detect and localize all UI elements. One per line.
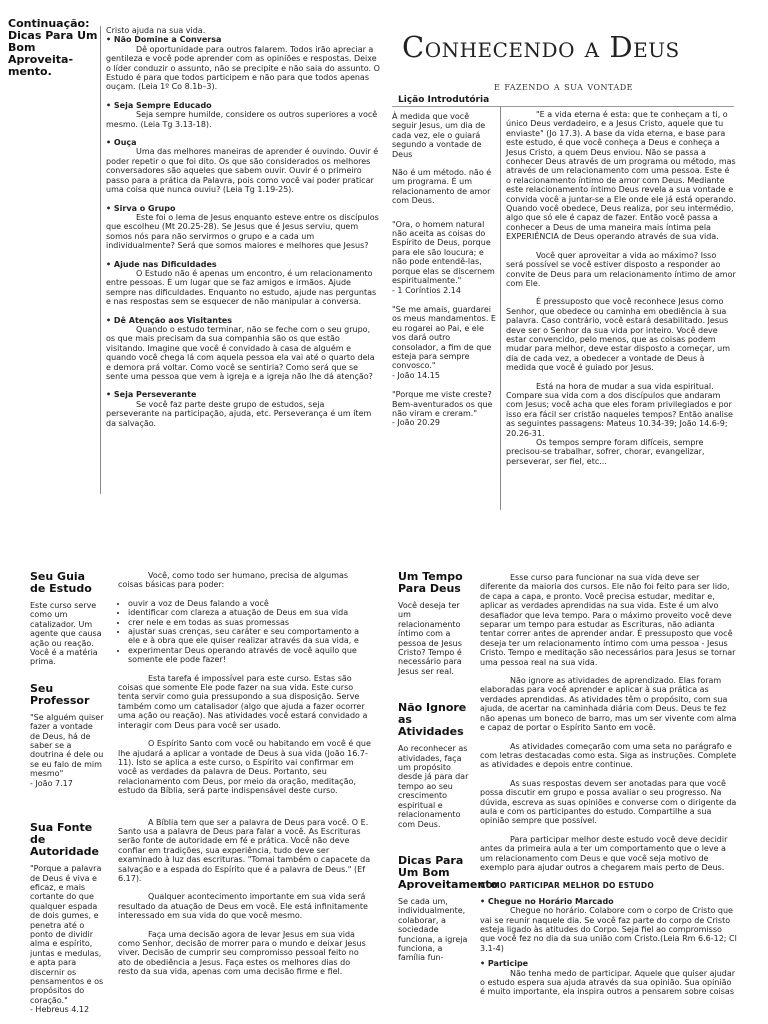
tips-column (106, 26, 380, 437)
teacher-title: Seu Professor (30, 681, 90, 707)
tip-text: Quando o estudo terminar, não se feche com o seu grupo, os que mais precisam da sua companhia são os que estão visitando. Imagine que você é convidado à casa de alguém e quando você chega lá com aquela pessoa ela vai até o quarto dela e demora prá voltar. Como você se sentiria? Como será que se sente uma pessoa que vem à igreja e a igreja não lhe dá atenção? (106, 324, 375, 381)
time-text: Você deseja ter um relacionamento íntimo com a pessoa de Jesus Cristo? Tempo é necessário para Jesus ser real. (398, 601, 462, 676)
quote-3-ref: - João 20.29 (392, 418, 440, 428)
tip-title: • Seja Perseverante (106, 390, 197, 400)
rule-lesson-right (500, 106, 734, 107)
intro-p5: Os tempos sempre foram difíceis, sempre precisou-se trabalhar, sofrer, chorar, evangelizar, perseverar, ser fiel, etc... (506, 438, 705, 466)
bible-paragraph: A Bíblia tem que ser a palavra de Deus para você. O E. Santo usa a palavra de Deus para falar a você. As Escrituras serão fonte de autoridade em fé e prática. Você não deve confiar em tradições, sua experiência, tudo deve ser examinado à luz das escrituras. "Tomai também o capacete da salvação e a espada do Espírito que é a palavra de Deus." (Ef 6.17). (118, 817, 371, 883)
tip-title: • Ouça (106, 138, 137, 148)
activities-title: Não Ignore as Atividades (398, 701, 467, 739)
page-title: Conhecendo a Deus (402, 30, 680, 64)
tip-0 (106, 35, 380, 91)
rule-lesson (392, 106, 502, 107)
bottom-left-main (118, 571, 372, 986)
quote-2: "Se me amais, guardarei os meus mandamentos. E eu rogarei ao Pai, e ele vos dará outro consolador, a fim de que esteja para sempre convosco." (392, 304, 496, 371)
authority-title: Sua Fonte de Autoridade (30, 821, 99, 859)
tip-4 (106, 260, 380, 307)
divider-top-right (500, 106, 501, 510)
teacher-quote: "Se alguém quiser fazer a vontade de Deus, há de saber se a doutrina é dele ou se eu falo de mim mesmo" (30, 712, 104, 779)
tips-intro: Cristo ajuda na sua vida. (106, 26, 206, 35)
activities-paragraph: Não ignore as atividades de aprendizado. Elas foram elaboradas para você aprender e aplicar à sua prática as verdades aprendidas. As atividades têm o propósito, com sua ajuda, de acertar na caminhada diária com Deus. Deus te fez não apenas um boneco de barro, mas um ser vivente com alma e capaz de portar o Espírito Santo em você. (480, 676, 737, 733)
tip-5 (106, 316, 380, 382)
page-subtitle: e fazendo a sua vontade (494, 80, 633, 93)
authority-quote: "Porque a palavra de Deus é viva e eficaz, e mais cortante do que qualquer espada de dois gumes, e penetra até o ponto de dividir alma e espírito, juntas e medulas, e apta para discernir os pensamentos e os propósitos do coração." (30, 864, 104, 1005)
intro-side-column (392, 112, 496, 437)
authority-ref: - Hebreus 4.12 (30, 1005, 90, 1015)
divider-top-left (100, 26, 101, 494)
list-item: • experimentar Deus operando através de você aquilo que somente ele pode fazer! (128, 646, 372, 665)
tip-title: • Sirva o Grupo (106, 203, 176, 213)
list-item: • ouvir a voz de Deus falando a você (128, 599, 372, 608)
intro-main-column (506, 110, 736, 475)
tip-title: • Não Domine a Conversa (106, 35, 222, 45)
tip-text: Uma das melhores maneiras de aprender é ouvindo. Ouvir é poder repetir o que foi dito. Os que são considerados os melhores conversadores são aqueles que sabem ouvir. Ouvir é o primeiro passo para a prática da Palavra, pois como você vai poder praticar uma coisa que nunca ouviu? (Leia Tg 1.19-25). (106, 147, 379, 195)
tips-side-text: Se cada um, individualmente, colaborar, a sociedade funciona, a igreja funciona, a família fun- (398, 896, 468, 963)
tip-2 (106, 138, 380, 194)
quote-1-ref: - 1 Coríntios 2.14 (392, 285, 461, 295)
needs-list (118, 599, 372, 665)
answers-paragraph: As suas respostas devem ser anotadas para que você possa discutir em grupo e possa avaliar o seu progresso. Na dúvida, escreva as suas opiniões e converse com o dirigente da aula e com os participantes do estudo. Compartilhe a sua opinião sempre que possível. (480, 778, 737, 826)
events-paragraph: Qualquer acontecimento importante em sua vida será resultado da atuação de Deus em você. Ele está infinitamente interessado em sua vida do que você mesmo. (118, 892, 368, 921)
continuation-title: Continuação: Dicas Para Um Bom Aproveita-mento. (8, 17, 98, 78)
list-item: • ajustar suas crenças, seu caráter e seu comportamento a ele e à obra que ele quiser realizar através da sua vida, e (128, 627, 372, 646)
course-paragraph: Esse curso para funcionar na sua vida deve ser diferente da maioria dos cursos. Ele não foi feito para ser lido, de capa a capa, e pronto. Você precisa estudar, meditar e, aplicar as verdades aprendidas na sua vida. Este é um alvo desafiador que leva tempo. Para o máximo proveito você deve separar um tempo para estudar as Escrituras, não adianta tentar correr antes de aprender andar. É pressuposto que você deseja ter um relacionamento íntimo com uma pessoa - Jesus Cristo. Tempo e meditação são necessários para Jesus se tornar uma pessoa real na sua vida. (480, 573, 736, 667)
tip-1 (106, 101, 380, 129)
activities-text: Ao reconhecer as atividades, faça um propósito desde já para dar tempo ao seu crescimento espiritual e relacionamento com Deus. (398, 744, 469, 829)
lesson-label: Lição Introdutória (398, 95, 490, 105)
tip-text: Este foi o lema de Jesus enquanto esteve entre os discípulos que escolheu (Mt 20.25-28). Se Jesus que é Jesus serviu, quem somos nós para não servirmos o grupo e a cada um individualmente? Será que somos maiores e melhores que Jesus? (106, 212, 379, 251)
tip-6 (106, 390, 380, 428)
needs-intro: Você, como todo ser humano, precisa de algumas coisas básicas para poder: (118, 571, 349, 590)
intro-side-p1: À medida que você seguir Jesus, um dia de cada vez, ele o guiará segundo a vontade de Deus (392, 112, 486, 159)
tips-side-title: Dicas Para Um Bom Aproveitamento (398, 853, 499, 891)
participate-text: Não tenha medo de participar. Aquele que quiser ajudar o estudo espera sua ajuda através da sua opinião. Sua opinião é muito importante, ela inspira outros a pensarem sobre coisas (480, 968, 736, 997)
tip-title: • Dê Atenção aos Visitantes (106, 315, 232, 325)
quote-2-ref: - João 14.15 (392, 370, 440, 380)
participate-title: • Participe (480, 959, 529, 969)
spirit-paragraph: O Espírito Santo com você ou habitando em você é que lhe ajudará a aplicar a vontade de Deus à sua vida (João 16.7-11). Isto se aplica a este curso, o Espírito vai confirmar em você as verdades da palavra de Deus. Portanto, seu relacionamento com Deus, por meio da oração, meditação, estudo da Bíblia, será parte indispensável deste curso. (118, 739, 371, 796)
decision-paragraph: Faça uma decisão agora de levar Jesus em sua vida como Senhor, decisão de morrer para o mundo e deixar Jesus viver. Decisão de cumprir seu compromisso pessoal feito no ato de obediência a Jesus. Faça estes os melhores dias do resto da sua vida, apenas com uma decisão firme e fiel. (118, 929, 366, 977)
intro-p3: É pressuposto que você reconhece Jesus como Senhor, que obedece ou caminha em obediência à sua palavra. Caso contrário, você estará desabilitado. Jesus deve ser o Senhor da sua vida por inteiro. Você deve estar convencido, pelo menos, que as coisas podem mudar para melhor, deve estar disposto a começar, um dia de cada vez, a obedecer a vontade de Deus à medida que você é guiado por Jesus. (506, 297, 731, 373)
bottom-right-main (480, 573, 738, 1006)
list-item: • identificar com clareza a atuação de Deus em sua vida (128, 608, 372, 617)
list-item: • crer nele e em todas as suas promessas (128, 618, 372, 627)
time-title: Um Tempo Para Deus (398, 570, 463, 595)
tip-title: • Ajude nas Dificuldades (106, 259, 217, 269)
tip-text: Seja sempre humilde, considere os outros superiores a você mesmo. (Leia Tg 3.13-18). (106, 110, 378, 129)
quote-1: "Ora, o homem natural não aceita as coisas do Espírito de Deus, porque para ele são loucura; e não pode entendê-las, porque elas se discernem espiritualmente." (392, 219, 495, 286)
task-paragraph: Esta tarefa é impossível para este curso. Estas são coisas que somente Ele pode fazer na sua vida. Este curso tenta servir como guia pressupondo a sua disposição. Serve também como um catalisador (algo que ajuda a fazer ocorrer uma ação ou reação). Nas atividades você estará convidado a interagir com Deus para você ser usado. (118, 673, 368, 730)
tip-text: O Estudo não é apenas um encontro, é um relacionamento entre pessoas. É um lugar que se faz amigos e irmãos. Ajude sempre nas dificuldades. Enquanto no estudo, ajude nas perguntas e nas respostas sem se esquecer de não manipular a conversa. (106, 268, 377, 307)
arrow-paragraph: As atividades começarão com uma seta no parágrafo e com letras destacadas como esta. Siga as instruções. Complete as atividades e depois entre continue. (480, 741, 737, 770)
tip-title: • Seja Sempre Educado (106, 100, 212, 110)
section-heading: COMO PARTICIPAR MELHOR DO ESTUDO (480, 881, 654, 891)
bottom-right-side (398, 570, 499, 963)
tip-3 (106, 204, 380, 251)
quote-3: "Porque me viste creste? Bem-aventurados os que não viram e creram." (392, 390, 493, 418)
intro-p1: "E a vida eterna é esta: que te conheçam a ti, o único Deus verdadeiro, e a Jesus Cristo, aquele que tu enviaste" (Jo 17.3). A base da vida eterna, e base para este estudo, é que você conheça a Deus e conheça a Jesus Cristo, a quem Deus enviou. Não se passa a conhecer Deus através de um programa ou método, mas através de um relacionamento com uma pessoa. Este é o relacionamento íntimo de amor com Deus. Mediante este relacionamento íntimo Deus revela a sua vontade e convida você a juntar-se a Ele onde ele já está operando. Quando você obedece, Deus realiza, por seu intermédio, algo que só ele é capaz de fazer. Então você passa a conhecer a Deus de uma maneira mais íntima pela EXPERIÊNCIA de Deus operando através de sua vida. (506, 110, 736, 242)
intro-p4: Está na hora de mudar a sua vida espiritual. Compare sua vida com a dos discípulos que andaram com Jesus; você acha que eles foram privilegiados e por isso era fácil ser cristão naqueles tempos? Então analise as seguintes passagens: Mateus 10.34-39; João 14.6-9; 20.26-31. (506, 381, 733, 438)
teacher-ref: - João 7.17 (30, 778, 73, 788)
tip-text: Dê oportunidade para outros falarem. Todos irão apreciar a gentileza e você pode aprender com as opiniões e respostas. Deixe o líder conduzir o assunto, não se precipite e não saia do assunto. O Estudo é para que todos participem e não para que todos apenas ouçam. (Leia 1º Co 8.1b–3). (106, 44, 380, 92)
guide-title: Seu Guia de Estudo (30, 570, 92, 595)
bottom-left-side (30, 571, 104, 1015)
intro-p2: Você quer aproveitar a vida ao máximo? Isso será possível se você estiver disposto a responder ao convite de Deus para um relacionamento íntimo de amor com Ele. (506, 250, 736, 288)
participate-paragraph: Para participar melhor deste estudo você deve decidir antes da primeira aula a ter um comportamento que o leve a um relacionamento com Deus e que você seja motivo de exemplo para ajudar outros a chegarem mais perto de Deus. (480, 834, 728, 872)
ontime-text: Chegue no horário. Colabore com o corpo de Cristo que vai se reunir naquele dia. Se você faz parte do corpo de Cristo esteja ligado às atitudes do Corpo. Seja fiel ao compromisso que você fez no dia da sua união com Cristo.(Leia Rm 6.6-12; Cl 3.1-4) (480, 906, 737, 953)
guide-text: Este curso serve como um catalizador. Um agente que causa ação ou reação. Você é a matéria prima. (30, 601, 102, 667)
ontime-title: • Chegue no Horário Marcado (480, 896, 614, 906)
intro-side-p2: Não é um método. não é um programa. É um relacionamento de amor com Deus. (392, 168, 492, 206)
tip-text: Se você faz parte deste grupo de estudos, seja perseverante na participação, ajuda, etc. Perseverança é um ítem da salvação. (106, 399, 372, 428)
